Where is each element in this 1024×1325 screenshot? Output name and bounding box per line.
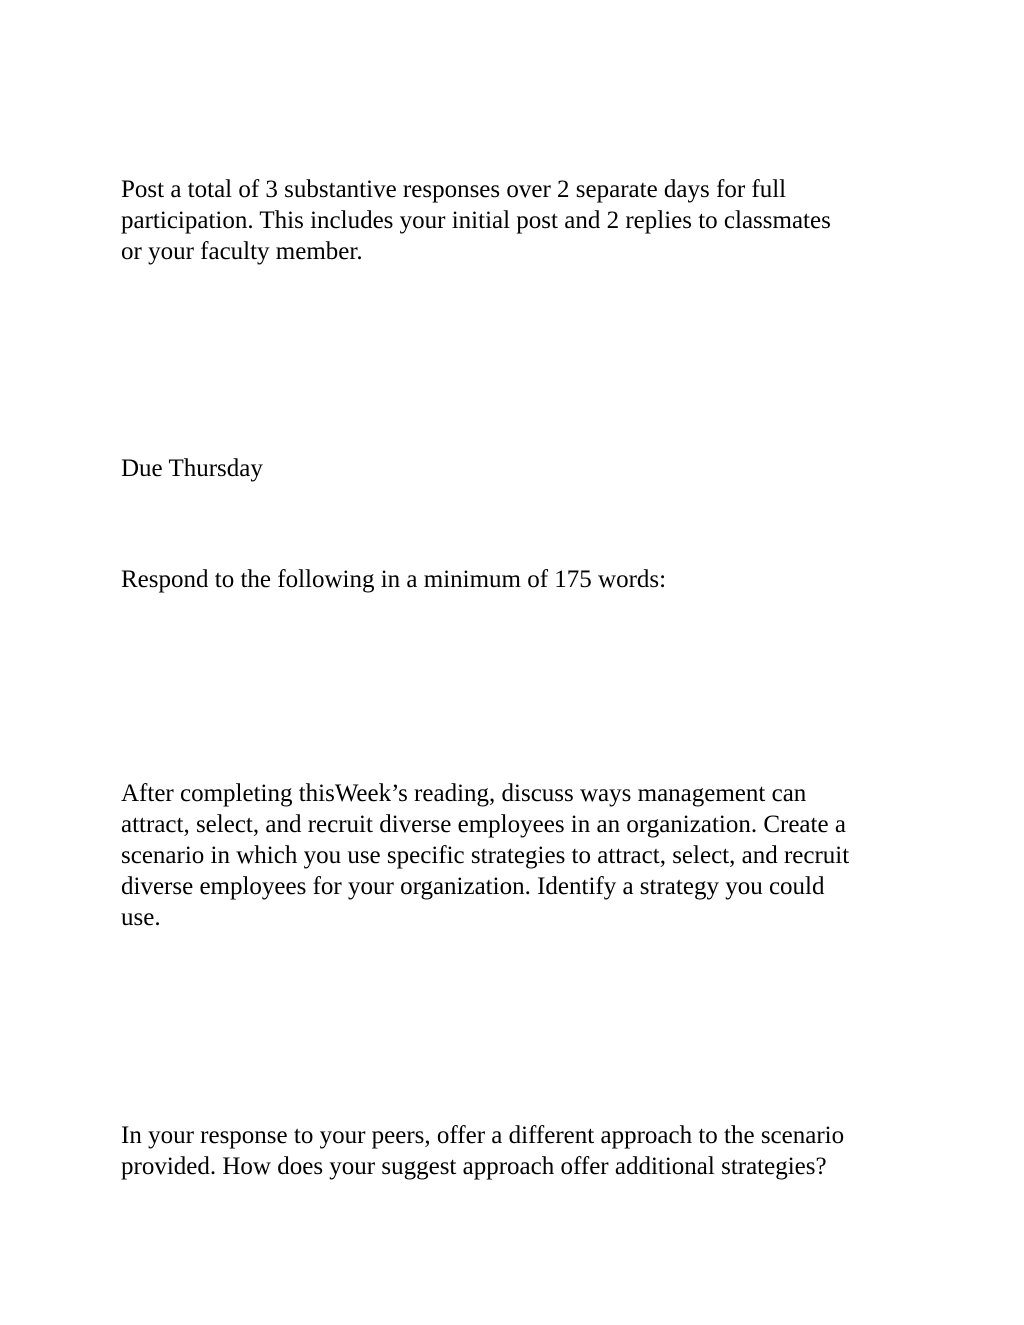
response-requirement: Respond to the following in a minimum of 175 words: — [121, 566, 667, 593]
peer-response-prompt: In your response to your peers, offer a different approach to the scenario provided. How does your suggest approach offer additional strategies? — [121, 1122, 845, 1180]
participation-instructions: Post a total of 3 substantive responses over 2 separate days for full participation. This includes your initial post and 2 replies to classmates or your faculty member. — [121, 176, 831, 265]
discussion-prompt: After completing thisWeek’s reading, discuss ways management can attract, select, and recruit diverse employees in an organization. Create a scenario in which you use specific strategies to attract, select, and recruit diverse employees for your organization. Identify a strategy you could use. — [121, 780, 850, 931]
due-date: Due Thursday — [121, 455, 263, 482]
